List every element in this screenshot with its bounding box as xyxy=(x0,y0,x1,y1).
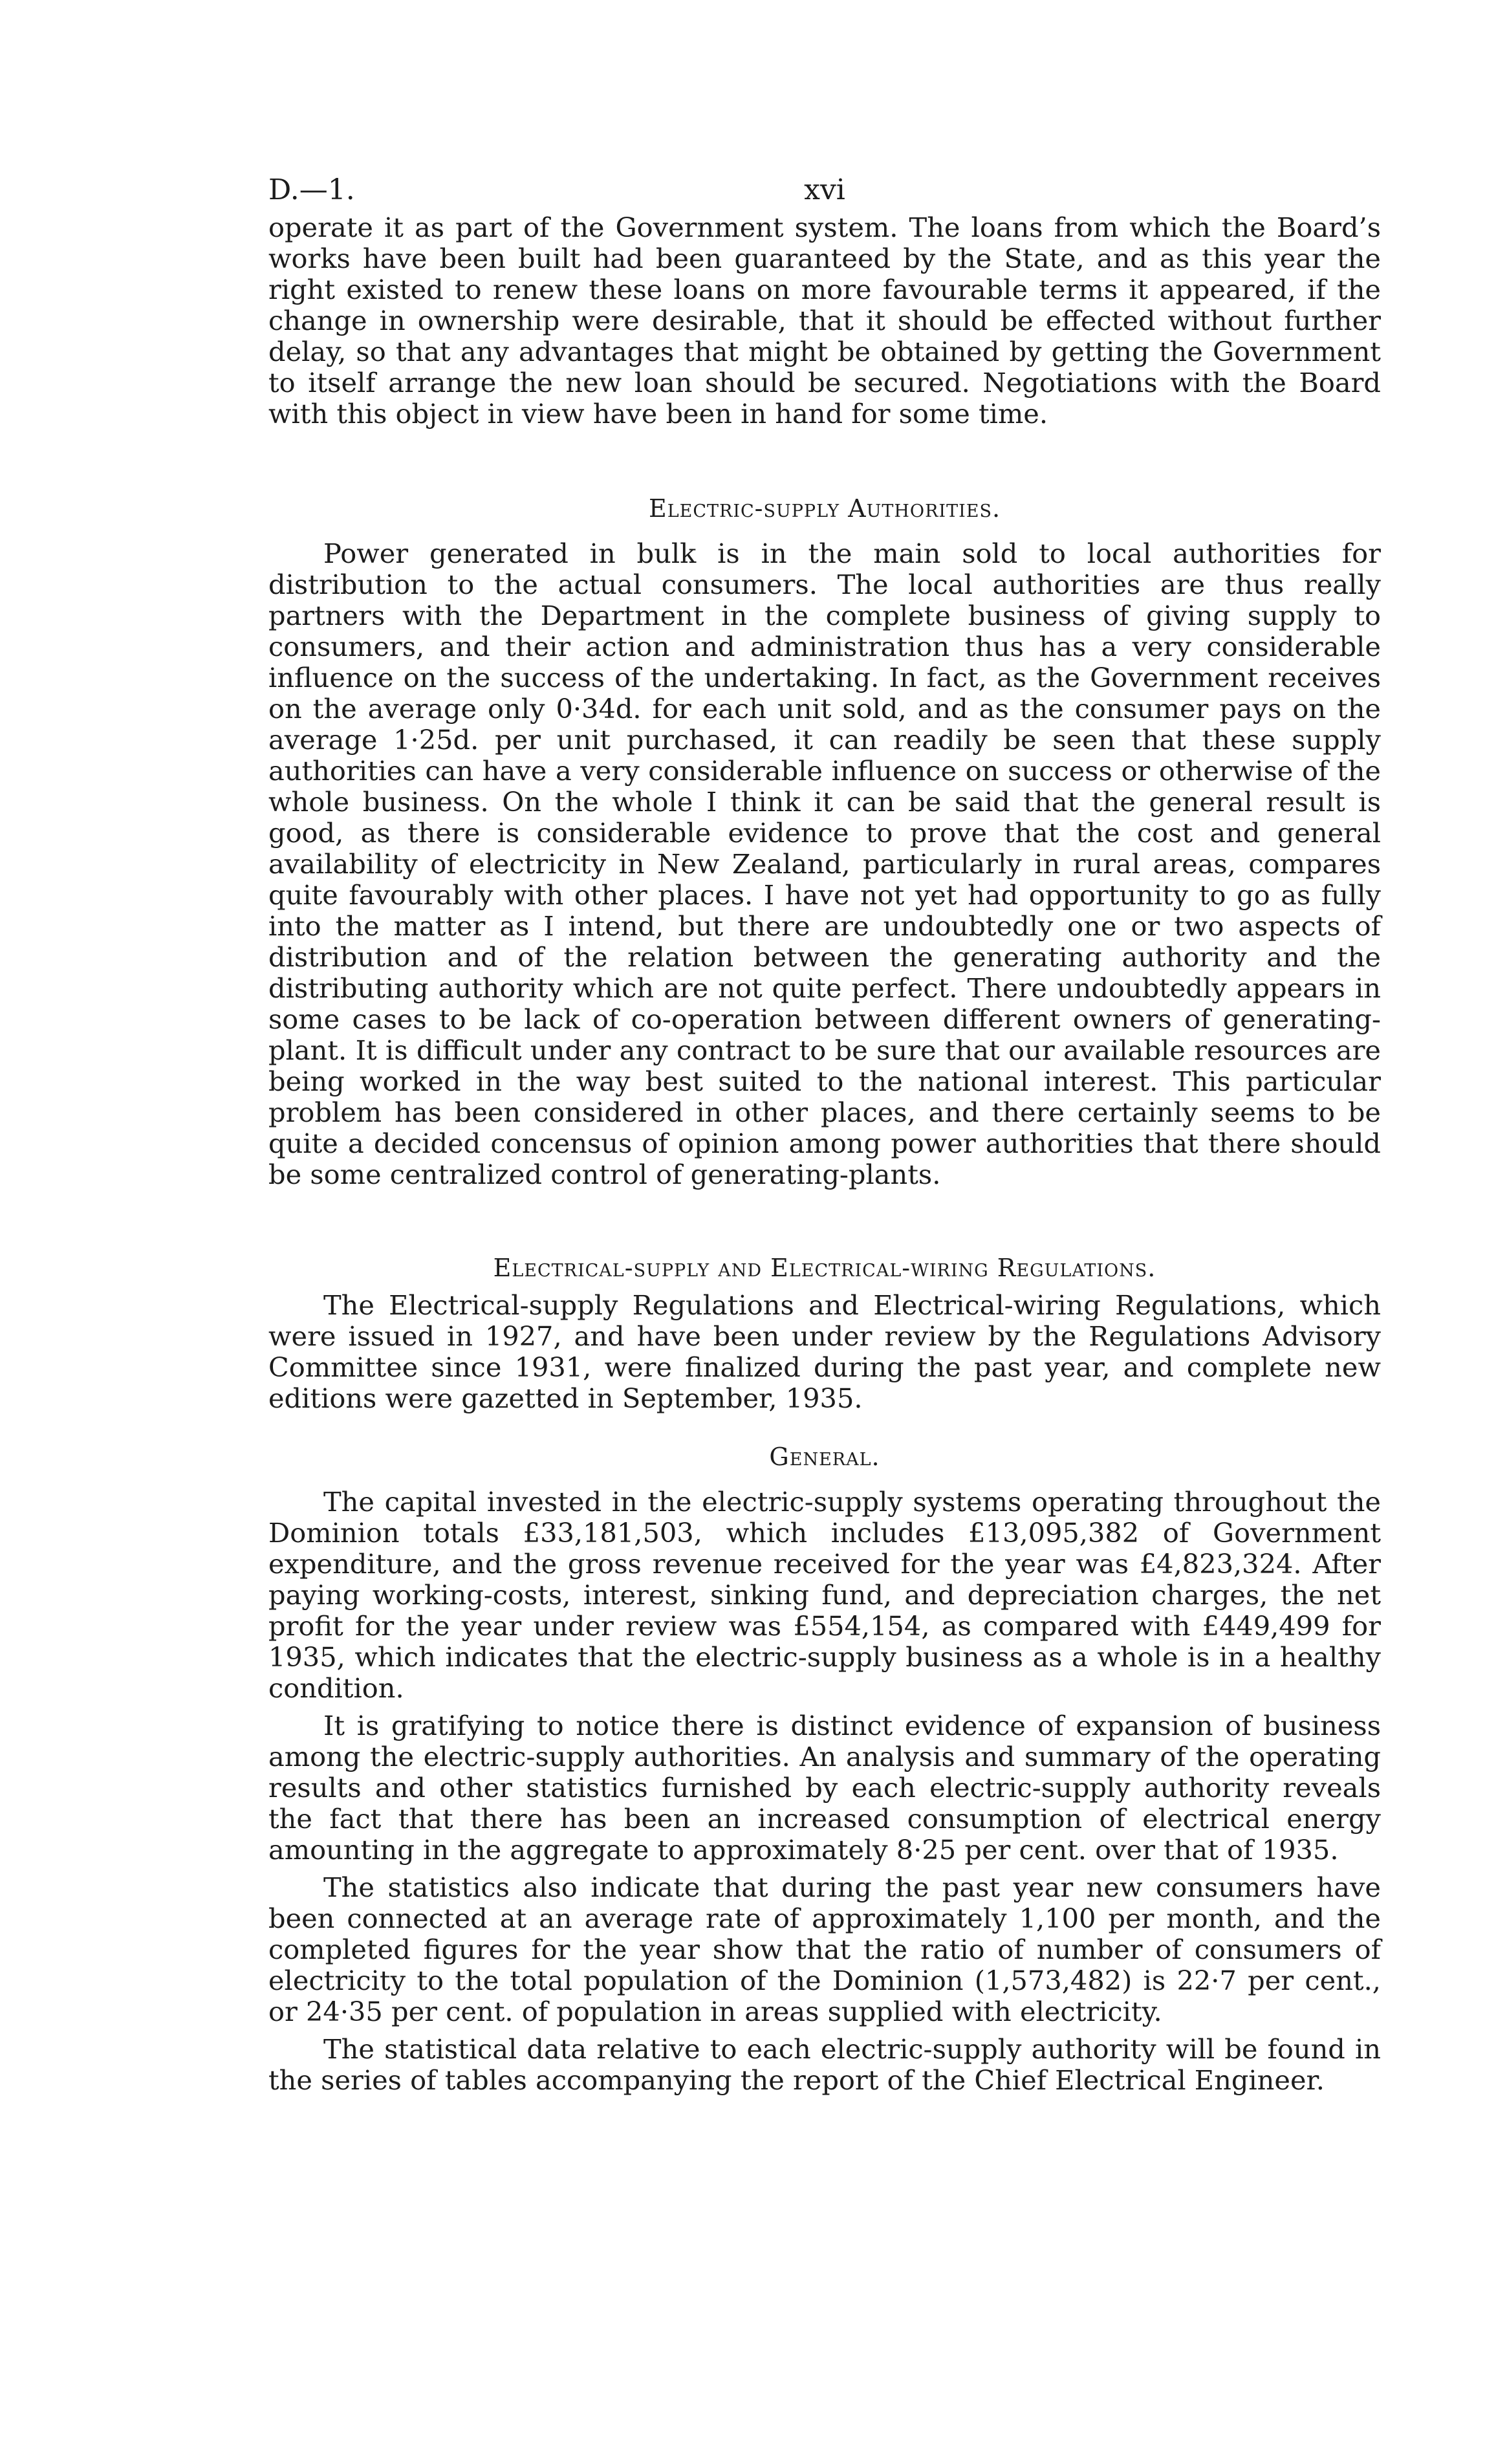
intro-paragraph: operate it as part of the Government system. The loans from which the Board’s works have been built had been guaranteed by the State, and as this year the right existed to renew these loans on more favourable terms it appeared, if the change in ownership were desirable, that it should be effected without further delay, so that any advantages that might be obtained by getting the Government to itself arrange the new loan should be secured. Negotiations with the Board with this object in view have been in hand for some time. xyxy=(268,212,1381,430)
paragraph-general-capital: The capital invested in the electric-supply systems operating throughout the Dominion totals £33,181,503, which includes £13,095,382 of Government expenditure, and the gross revenue received for the year was £4,823,324. After paying working-costs, interest, sinking fund, and depreciation charges, the net profit for the year under review was £554,154, as compared with £449,499 for 1935, which indicates that the electric-supply business as a whole is in a healthy condition. xyxy=(268,1486,1381,1704)
paragraph-general-expansion: It is gratifying to notice there is distinct evidence of expansion of business among the electric-supply authorities. An analysis and summary of the operating results and other statistics furnished by each electric-supply authority reveals the fact that there has been an increased consumption of electrical energy amounting in the aggregate to approximately 8·25 per cent. over that of 1935. xyxy=(268,1710,1381,1866)
running-header xyxy=(268,173,1381,212)
section-heading-electric-supply-authorities: Electric-supply Authorities. xyxy=(648,494,1001,523)
paragraph-electric-supply-authorities: Power generated in bulk is in the main sold to local authorities for distribution to the actual consumers. The local authorities are thus really partners with the Department in the complete business of giving supply to consumers, and their action and administration thus has a very considerable influence on the success of the undertaking. In fact, as the Government receives on the average only 0·34d. for each unit sold, and as the consumer pays on the average 1·25d. per unit purchased, it can readily be seen that these supply authorities can have a very considerable influence on success or otherwise of the whole business. On the whole I think it can be said that the general result is good, as there is considerable evidence to prove that the cost and general availability of electricity in New Zealand, particularly in rural areas, compares quite favourably with other places. I have not yet had opportunity to go as fully into the matter as I intend, but there are undoubtedly one or two aspects of distribution and of the relation between the generating authority and the distributing authority which are not quite perfect. There undoubtedly appears in some cases to be lack of co-operation between different owners of generating-plant. It is difficult under any contract to be sure that our available resources are being worked in the way best suited to the national interest. This particular problem has been considered in other places, and there certainly seems to be quite a decided concensus of opinion among power authorities that there should be some centralized control of generating-plants. xyxy=(268,538,1381,1190)
page-number: xvi xyxy=(804,173,845,206)
paragraph-general-consumers: The statistics also indicate that during the past year new consumers have been connected at an average rate of approximately 1,100 per month, and the completed figures for the year show that the ratio of number of consumers of electricity to the total population of the Dominion (1,573,482) is 22·7 per cent., or 24·35 per cent. of population in areas supplied with electricity. xyxy=(268,1871,1381,2027)
spacer xyxy=(268,1190,1381,1252)
section-heading-regulations: Electrical-supply and Electrical-wiring Regulations. xyxy=(493,1254,1156,1282)
spacer xyxy=(268,1414,1381,1441)
document-reference: D.—1. xyxy=(268,173,355,206)
section-heading-general: General. xyxy=(769,1443,880,1471)
paragraph-regulations: The Electrical-supply Regulations and Electrical-wiring Regulations, which were issued in 1927, and have been under review by the Regulations Advisory Committee since 1931, were finalized during the past year, and complete new editions were gazetted in September, 1935. xyxy=(268,1289,1381,1414)
spacer xyxy=(268,1472,1381,1487)
paragraph-general-statistical-data: The statistical data relative to each electric-supply authority will be found in the series of tables accompanying the report of the Chief Electrical Engineer. xyxy=(268,2033,1381,2096)
spacer xyxy=(268,524,1381,538)
document-page xyxy=(268,173,1381,2096)
spacer xyxy=(268,430,1381,493)
